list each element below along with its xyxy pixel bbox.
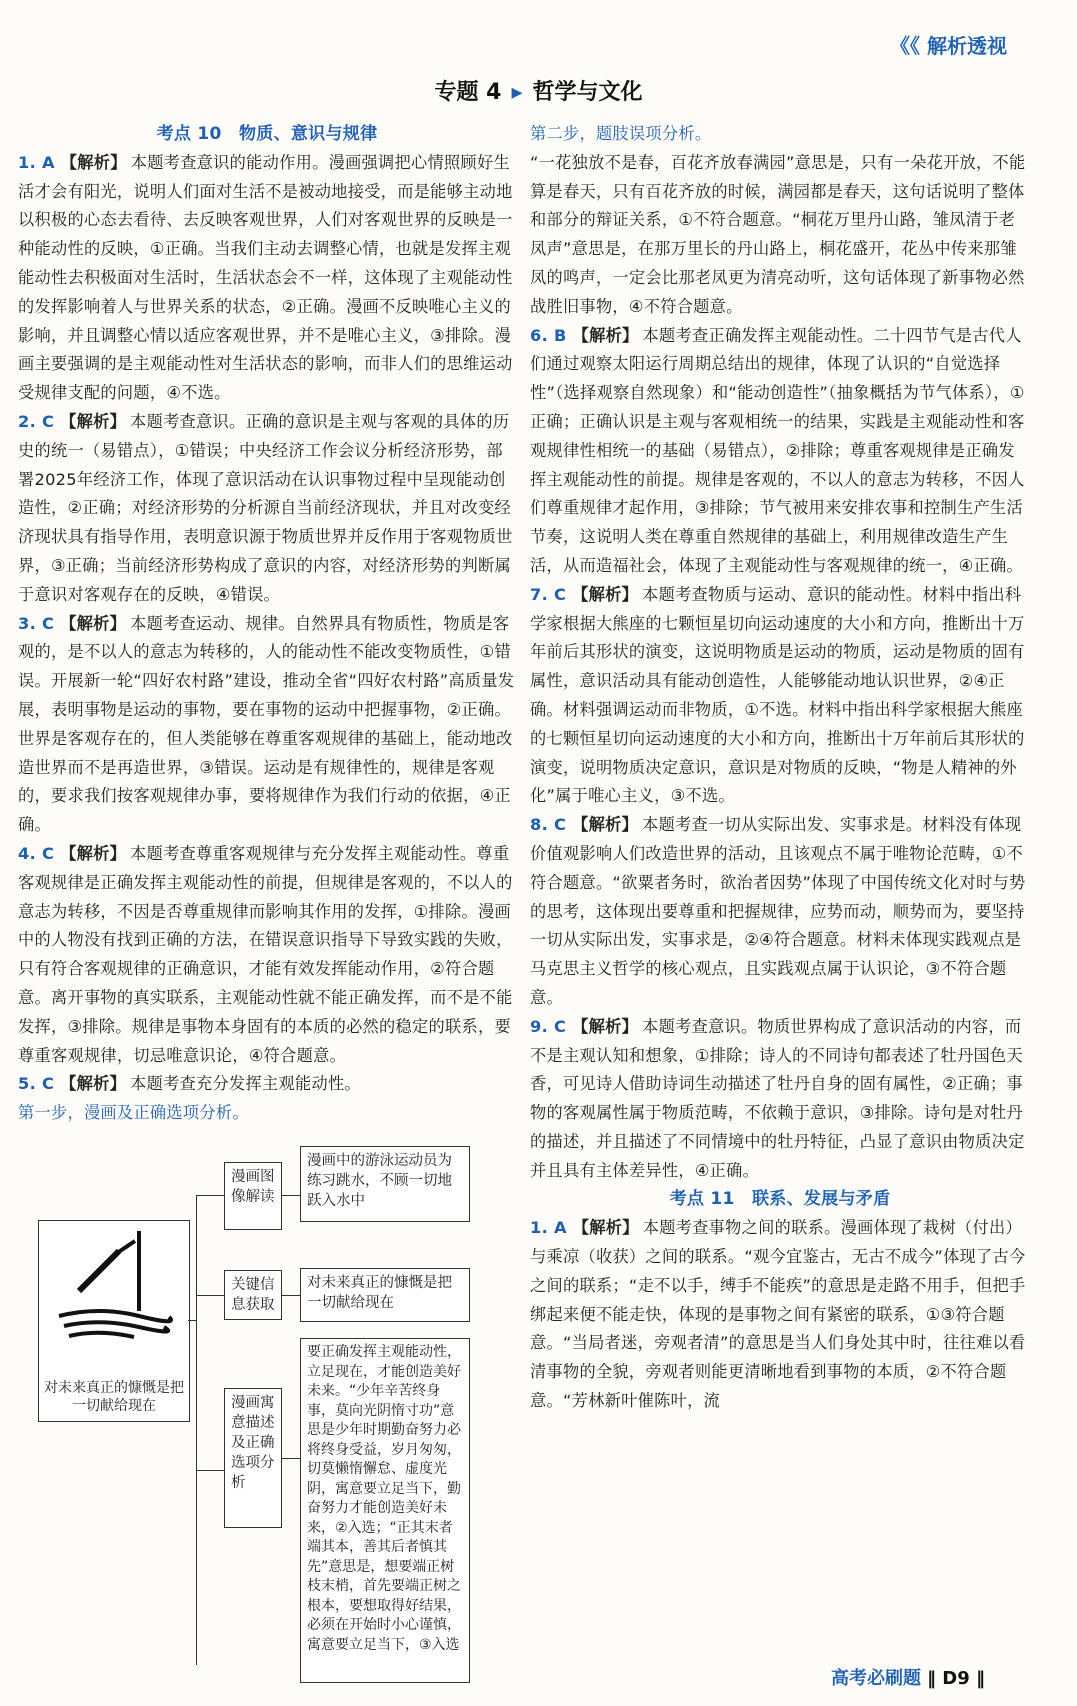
answer-item bbox=[18, 840, 516, 1070]
answer-number: 8. C bbox=[530, 815, 567, 835]
topic-name: 哲学与文化 bbox=[532, 80, 643, 105]
connector bbox=[188, 1320, 196, 1321]
section-title-10: 考点 10 物质、意识与规律 bbox=[156, 124, 378, 144]
answer-item bbox=[18, 1070, 516, 1099]
answer-text: 本题考查运动、规律。自然界具有物质性，物质是客观的，是不以人的意志为转移的，人的能动性不能改变物质性，①错误。开展新一轮“四好农村路”建设，推动全省“四好农村路”高质量发展，表明事物是运动的事物，要在事物的运动中把握事物，②正确。世界是客观存在的，但人类能够在尊重客观规律的基础上，能动地改造世界而不是再造世界，③错误。运动是有规律性的，规律是客观的，要求我们按客观规律办事，要将规律作为我们行动的依据，④正确。 bbox=[18, 613, 515, 835]
answer-item bbox=[530, 322, 1030, 581]
analysis-tag: 【解析】 bbox=[572, 584, 639, 604]
analysis-tag: 【解析】 bbox=[572, 325, 639, 345]
arrow-icon: ▸ bbox=[511, 80, 523, 105]
analysis-tag: 【解析】 bbox=[572, 1218, 639, 1238]
answer-item bbox=[18, 408, 516, 610]
step-two: 第二步，题肢误项分析。 bbox=[530, 124, 712, 143]
connector bbox=[282, 1295, 300, 1296]
answer-number: 2. C bbox=[18, 411, 55, 431]
topic-label: 专题 4 bbox=[434, 80, 502, 105]
connector bbox=[282, 1195, 300, 1196]
analysis-tag: 【解析】 bbox=[572, 1016, 639, 1036]
answer-number: 9. C bbox=[530, 1016, 567, 1036]
answer-item bbox=[18, 149, 516, 408]
page-title bbox=[0, 75, 1077, 106]
content-box: 漫画中的游泳运动员为练习跳水，不顾一切地跃入水中 bbox=[300, 1146, 470, 1222]
analysis-tag: 【解析】 bbox=[60, 1074, 127, 1094]
footer-brand: 高考必刷题 bbox=[831, 1668, 921, 1689]
right-column bbox=[530, 120, 1030, 1416]
page-number: ‖ D9 ‖ bbox=[927, 1668, 985, 1689]
analysis-diagram bbox=[30, 1140, 500, 1685]
label-box: 关键信息获取 bbox=[224, 1270, 282, 1320]
answer-item bbox=[530, 1214, 1030, 1416]
content-box: 要正确发挥主观能动性，立足现在，才能创造美好未来。“少年辛苦终身事，莫向光阴惰寸功”意思是少年时期勤奋努力必将终身受益，岁月匆匆，切莫懒惰懈怠、虚度光阴，寓意要立足当下，勤奋努力才能创造美好未来，②入选；“正其末者端其本，善其后者慎其先”意思是，想要端正树枝末梢，首先要端正树之根本，要想取得好结果，必须在开始时小心谨慎，寓意要立足当下，③入选 bbox=[300, 1338, 470, 1683]
connector bbox=[282, 1458, 300, 1459]
step-one: 第一步，漫画及正确选项分析。 bbox=[18, 1103, 249, 1123]
label-box: 漫画寓意描述及正确选项分析 bbox=[224, 1388, 282, 1528]
connector bbox=[196, 1195, 224, 1196]
answer-text: 本题考查物质与运动、意识的能动性。材料中指出科学家根据大熊座的七颗恒星切向运动速度的大小和方向，推断出十万年前后其形状的演变，这说明物质是运动的物质，运动是物质的固有属性，意识活动具有能动创造性，人能够能动地认识世界，②④正确。材料强调运动而非物质，①不选。材料中指出科学家根据大熊座的七颗恒星切向运动速度的大小和方向，推断出十万年前后其形状的演变，说明物质决定意识，意识是对物质的反映，“物是人精神的外化”属于唯心主义，③不选。 bbox=[530, 584, 1025, 806]
answer-number: 7. C bbox=[530, 584, 567, 604]
answer-text: 本题考查事物之间的联系。漫画体现了栽树（付出）与乘凉（收获）之间的联系。“观今宜鉴古，无古不成今”体现了古今之间的联系；“走不以手，缚手不能疾”的意思是走路不用手，但把手绑起来便不能走快，体现的是事物之间有紧密的联系，①③符合题意。“当局者迷，旁观者清”的意思是当人们身处其中时，往往难以看清事物的全貌，旁观者则能更清晰地看到事物的本质，②不符合题意。“芳林新叶催陈叶，流 bbox=[530, 1218, 1026, 1411]
cartoon-caption: 对未来真正的慷慨是把一切献给现在 bbox=[44, 1380, 184, 1414]
answer-number: 1. A bbox=[530, 1218, 567, 1238]
answer-item bbox=[530, 581, 1030, 811]
answer-number: 4. C bbox=[18, 843, 55, 863]
answer-text: 本题考查尊重客观规律与充分发挥主观能动性。尊重客观规律是正确发挥主观能动性的前提，但规律是客观的，不以人的意志为转移，不因是否尊重规律而影响其作用的发挥，①排除。漫画中的人物没有找到正确的方法，在错误意识指导下导致实践的失败，只有符合客观规律的正确意识，才能有效发挥能动作用，②符合题意。离开事物的真实联系，主观能动性就不能正确发挥，而不是不能发挥，③排除。规律是事物本身固有的本质的必然的稳定的联系，要尊重客观规律，切忌唯意识论，④符合题意。 bbox=[18, 843, 513, 1065]
analysis-tag: 【解析】 bbox=[60, 843, 127, 863]
answer-text: 本题考查意识。物质世界构成了意识活动的内容，而不是主观认知和想象，①排除；诗人的不同诗句都表述了牡丹国色天香，可见诗人借助诗词生动描述了牡丹自身的固有属性，②正确；事物的客观属性属于物质范畴，不依赖于意识，③排除。诗句是对牡丹的描述，并且描述了不同情境中的牡丹特征，凸显了意识由物质决定并且具有主体差异性，④正确。 bbox=[530, 1016, 1025, 1180]
analysis-tag: 【解析】 bbox=[572, 815, 639, 835]
answer-item bbox=[530, 1013, 1030, 1186]
left-column bbox=[18, 120, 516, 1128]
diver-icon bbox=[39, 1221, 185, 1351]
connector bbox=[196, 1295, 224, 1296]
answer-text: 本题考查正确发挥主观能动性。二十四节气是古代人们通过观察太阳运行周期总结出的规律，体现了认识的“自觉选择性”（选择观察自然现象）和“能动创造性”（抽象概括为节气体系），①正确；正确认识是主观与客观相统一的结果，实践是主观能动性和客观规律性相统一的基础（易错点），②排除；尊重客观规律是正确发挥主观能动性的前提。规律是客观的，不以人的意志为转移，不因人们尊重规律才起作用，③排除；节气被用来安排农事和控制生产生活节奏，这说明人类在尊重自然规律的基础上，利用规律改造生产生活，从而造福社会，体现了主观能动性与客观规律的统一，④正确。 bbox=[530, 325, 1025, 575]
connector bbox=[196, 1195, 197, 1665]
analysis-tag: 【解析】 bbox=[60, 152, 127, 172]
answer-text: 本题考查意识。正确的意识是主观与客观的具体的历史的统一（易错点），①错误；中央经济工作会议分析经济形势，部署2025年经济工作，体现了意识活动在认识事物过程中呈现能动创造性，②正确；对经济形势的分析源自当前经济现状，并且对改变经济现状具有指导作用，表明意识源于物质世界并反作用于客观物质世界，③正确；当前经济形势构成了意识的内容，对经济形势的判断属于意识对客观存在的反映，④错误。 bbox=[18, 411, 513, 604]
answer-text: “一花独放不是春，百花齐放春满园”意思是，只有一朵花开放，不能算是春天，只有百花齐放的时候，满园都是春天，这句话说明了整体和部分的辩证关系，①不符合题意。“桐花万里丹山路，雏凤清于老凤声”意思是，在那万里长的丹山路上，桐花盛开，花丛中传来那雏凤的鸣声，一定会比那老凤更为清亮动听，这句话体现了新事物必然战胜旧事物，④不符合题意。 bbox=[530, 152, 1026, 316]
answer-text: 本题考查充分发挥主观能动性。 bbox=[130, 1074, 361, 1094]
answer-item bbox=[18, 610, 516, 840]
header-tag: 《《 解析透视 bbox=[890, 34, 1007, 58]
analysis-tag: 【解析】 bbox=[60, 613, 127, 633]
answer-number: 5. C bbox=[18, 1074, 55, 1094]
cartoon-image bbox=[38, 1220, 190, 1422]
content-box: 对未来真正的慷慨是把一切献给现在 bbox=[300, 1268, 470, 1322]
page-footer bbox=[831, 1664, 985, 1690]
section-title-11: 考点 11 联系、发展与矛盾 bbox=[669, 1189, 891, 1210]
answer-number: 3. C bbox=[18, 613, 55, 633]
answer-text: 本题考查意识的能动作用。漫画强调把心情照顾好生活才会有阳光，说明人们面对生活不是被动地接受，而是能够主动地以积极的心态去看待、去反映客观世界，人们对客观世界的反映是一种能动性的反映，①正确。当我们主动去调整心情，也就是发挥主观能动性去积极面对生活时，生活状态会不一样，这体现了主观能动性的发挥影响着人与世界关系的状态，②正确。漫画不反映唯心主义的影响，并且调整心情以适应客观世界，并不是唯心主义，③排除。漫画主要强调的是主观能动性对生活状态的影响，而非人们的思维运动受规律支配的问题，④不选。 bbox=[18, 152, 513, 403]
answer-item bbox=[530, 811, 1030, 1013]
answer-number: 6. B bbox=[530, 325, 567, 345]
analysis-tag: 【解析】 bbox=[60, 411, 127, 431]
label-box: 漫画图像解读 bbox=[224, 1162, 282, 1230]
answer-number: 1. A bbox=[18, 152, 55, 172]
answer-text: 本题考查一切从实际出发、实事求是。材料没有体现价值观影响人们改造世界的活动，且该观点不属于唯物论范畴，①不符合题意。“欲粟者务时，欲治者因势”体现了中国传统文化对时与势的思考，这体现出要尊重和把握规律，应势而动，顺势而为，要坚持一切从实际出发，实事求是，②④符合题意。材料未体现实践观点是马克思主义哲学的核心观点，且实践观点属于认识论，③不符合题意。 bbox=[530, 815, 1026, 1007]
connector bbox=[196, 1470, 224, 1471]
